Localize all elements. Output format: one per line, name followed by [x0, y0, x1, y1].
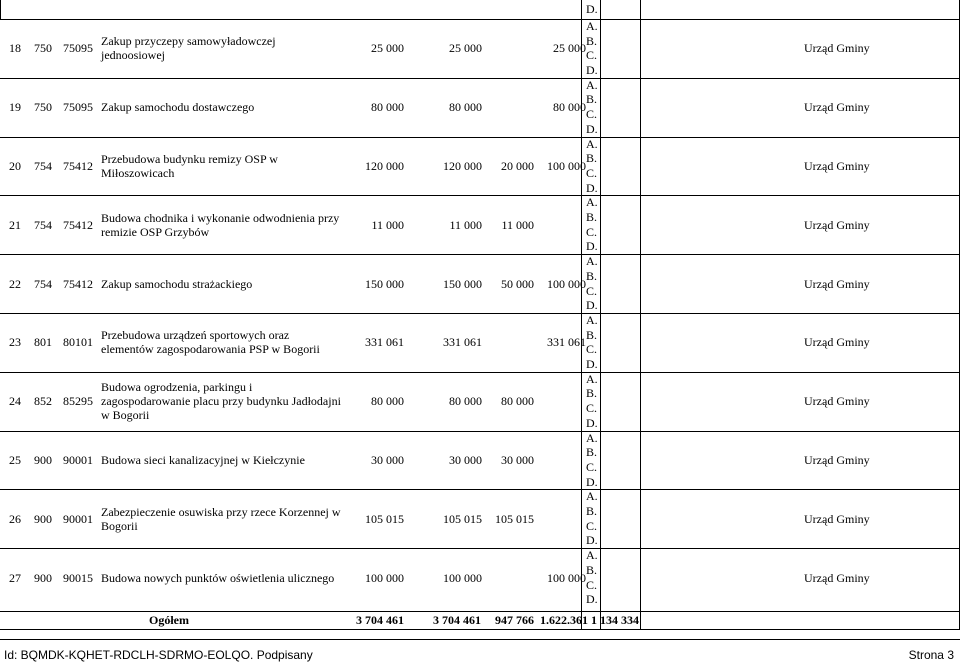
- row-divider: [0, 548, 960, 549]
- row-divider: [0, 431, 960, 432]
- funding-source-letter: A.: [586, 195, 598, 210]
- section-code: 750: [34, 100, 52, 115]
- amount-v4: 100 000: [547, 276, 586, 291]
- amount-v1: 120 000: [365, 158, 404, 173]
- funding-source-letter: B.: [586, 386, 598, 401]
- funding-source-letter: A.: [586, 313, 598, 327]
- funding-source-letter: D.: [586, 415, 598, 430]
- amount-v1: 80 000: [371, 394, 404, 409]
- funding-source-letter: C.: [586, 577, 598, 592]
- funding-source-letter: A.: [586, 371, 598, 386]
- amount-v2: 105 015: [443, 511, 482, 526]
- row-divider: [0, 19, 960, 20]
- row-number: 25: [9, 452, 21, 467]
- amount-v3: 30 000: [501, 452, 534, 467]
- row-number: 26: [9, 511, 21, 526]
- funding-source-letter: A.: [586, 548, 598, 563]
- page-number: Strona 3: [908, 648, 954, 662]
- funding-source-letter: C.: [586, 165, 598, 180]
- funding-source-letter: B.: [586, 33, 598, 48]
- page-footer: [0, 630, 960, 663]
- executing-unit: Urząd Gminy: [804, 511, 870, 526]
- chapter-code: 75095: [63, 41, 93, 56]
- amount-v1: 331 061: [365, 335, 404, 350]
- table-row: [0, 137, 960, 196]
- col-divider: [581, 0, 582, 630]
- task-name: Przebudowa urządzeń sportowych oraz elementów zagospodarowania PSP w Bogorii: [101, 328, 320, 357]
- total-v5: 1 134 334: [591, 613, 639, 627]
- task-name: Przebudowa budynku remizy OSP w Miłoszowicach: [101, 151, 278, 180]
- funding-source-letter: C.: [586, 401, 598, 416]
- amount-v2: 80 000: [449, 100, 482, 115]
- executing-unit: Urząd Gminy: [804, 452, 870, 467]
- amount-v2: 80 000: [449, 394, 482, 409]
- chapter-code: 85295: [63, 394, 93, 409]
- table-row: [0, 78, 960, 137]
- table-row: [0, 431, 960, 490]
- amount-v1: 11 000: [371, 217, 404, 232]
- row-number: 21: [9, 217, 21, 232]
- funding-source-letter: B.: [586, 151, 598, 166]
- funding-source-letter: A.: [586, 77, 598, 92]
- amount-v3: 50 000: [501, 276, 534, 291]
- amount-v1: 100 000: [365, 570, 404, 585]
- amount-v3: 80 000: [501, 394, 534, 409]
- task-name: Zakup samochodu strażackiego: [101, 276, 253, 291]
- executing-unit: Urząd Gminy: [804, 217, 870, 232]
- document-id: Id: BQMDK-KQHET-RDCLH-SDRMO-EOLQO. Podpisany: [4, 648, 313, 662]
- col-divider: [640, 0, 641, 630]
- table-row: [0, 195, 960, 254]
- chapter-code: 90001: [63, 511, 93, 526]
- amount-v1: 150 000: [365, 276, 404, 291]
- amount-v2: 30 000: [449, 452, 482, 467]
- section-code: 754: [34, 276, 52, 291]
- funding-source-letter: D.: [586, 357, 598, 372]
- chapter-code: 90001: [63, 452, 93, 467]
- executing-unit: Urząd Gminy: [804, 394, 870, 409]
- amount-v4: 331 061: [547, 335, 586, 350]
- table-border: [0, 0, 1, 19]
- task-name: Budowa sieci kanalizacyjnej w Kiełczynie: [101, 452, 305, 467]
- chapter-code: 75412: [63, 158, 93, 173]
- funding-source-letter: B.: [586, 327, 598, 342]
- row-divider: [0, 313, 960, 314]
- section-code: 900: [34, 570, 52, 585]
- table-row: [0, 548, 960, 607]
- table-row: [0, 254, 960, 313]
- funding-source-letter: A.: [586, 489, 598, 504]
- amount-v2: 11 000: [449, 217, 482, 232]
- funding-source-letter: C.: [586, 48, 598, 63]
- funding-source-letter: A.: [586, 430, 598, 445]
- funding-source-letter: D.: [586, 121, 598, 136]
- row-divider: [0, 372, 960, 373]
- amount-v1: 30 000: [371, 452, 404, 467]
- table-row: [0, 489, 960, 548]
- section-code: 900: [34, 452, 52, 467]
- row-number: 20: [9, 158, 21, 173]
- row-number: 24: [9, 394, 21, 409]
- chapter-code: 80101: [63, 335, 93, 350]
- amount-v2: 150 000: [443, 276, 482, 291]
- funding-source-letter: B.: [586, 445, 598, 460]
- chapter-code: 90015: [63, 570, 93, 585]
- funding-source-letter: B.: [586, 210, 598, 225]
- total-label: Ogółem: [149, 613, 189, 627]
- amount-v3: 105 015: [495, 511, 534, 526]
- executing-unit: Urząd Gminy: [804, 100, 870, 115]
- funding-source-letter: A.: [586, 19, 598, 33]
- footer-divider: [0, 639, 960, 640]
- chapter-code: 75095: [63, 100, 93, 115]
- col-divider: [600, 0, 601, 630]
- executing-unit: Urząd Gminy: [804, 41, 870, 56]
- executing-unit: Urząd Gminy: [804, 158, 870, 173]
- funding-source-letter: C.: [586, 224, 598, 239]
- row-number: 23: [9, 335, 21, 350]
- total-v3: 947 766: [495, 613, 534, 627]
- funding-source-letter: C.: [586, 459, 598, 474]
- amount-v4: 80 000: [553, 100, 586, 115]
- task-name: Zakup samochodu dostawczego: [101, 100, 255, 115]
- amount-v2: 331 061: [443, 335, 482, 350]
- amount-v2: 100 000: [443, 570, 482, 585]
- section-code: 750: [34, 41, 52, 56]
- funding-source-letter: D.: [586, 180, 598, 195]
- amount-v1: 80 000: [371, 100, 404, 115]
- row-divider: [0, 78, 960, 79]
- amount-v2: 120 000: [443, 158, 482, 173]
- row-number: 27: [9, 570, 21, 585]
- total-v4: 1.622.361: [540, 613, 588, 627]
- funding-source-letter: B.: [586, 268, 598, 283]
- task-name: Budowa nowych punktów oświetlenia ulicznego: [101, 570, 335, 585]
- section-code: 754: [34, 158, 52, 173]
- amount-v3: 20 000: [501, 158, 534, 173]
- total-v2: 3 704 461: [433, 613, 481, 627]
- executing-unit: Urząd Gminy: [804, 276, 870, 291]
- row-divider: [0, 137, 960, 138]
- amount-v2: 25 000: [449, 41, 482, 56]
- funding-source-letter: D.: [586, 474, 598, 489]
- section-code: 852: [34, 394, 52, 409]
- amount-v4: 100 000: [547, 570, 586, 585]
- executing-unit: Urząd Gminy: [804, 570, 870, 585]
- funding-source-letter: B.: [586, 504, 598, 519]
- amount-v1: 25 000: [371, 41, 404, 56]
- funding-source-letter: D.: [586, 239, 598, 254]
- row-divider: [0, 489, 960, 490]
- table-row: [0, 19, 960, 78]
- top-letter: D.: [586, 2, 598, 16]
- amount-v3: 11 000: [501, 217, 534, 232]
- executing-unit: Urząd Gminy: [804, 335, 870, 350]
- task-name: Budowa ogrodzenia, parkingu i zagospodarowanie placu przy budynku Jadłodajni w Bogorii: [101, 380, 341, 423]
- table-row: [0, 372, 960, 431]
- task-name: Zabezpieczenie osuwiska przy rzece Korzennej w Bogorii: [101, 504, 341, 533]
- chapter-code: 75412: [63, 276, 93, 291]
- funding-source-letter: B.: [586, 92, 598, 107]
- row-number: 18: [9, 41, 21, 56]
- task-name: Budowa chodnika i wykonanie odwodnienia przy remizie OSP Grzybów: [101, 210, 340, 239]
- section-code: 754: [34, 217, 52, 232]
- row-number: 22: [9, 276, 21, 291]
- funding-source-letter: A.: [586, 136, 598, 151]
- funding-source-letter: A.: [586, 254, 598, 269]
- table-row: [0, 313, 960, 372]
- row-divider: [0, 254, 960, 255]
- row-number: 19: [9, 100, 21, 115]
- amount-v4: 25 000: [553, 41, 586, 56]
- funding-source-letter: C.: [586, 283, 598, 298]
- total-row: [0, 611, 960, 629]
- funding-source-letter: D.: [586, 63, 598, 78]
- amount-v1: 105 015: [365, 511, 404, 526]
- funding-source-letter: D.: [586, 533, 598, 548]
- funding-source-letter: C.: [586, 342, 598, 357]
- funding-source-letter: C.: [586, 107, 598, 122]
- funding-source-letter: B.: [586, 562, 598, 577]
- total-v1: 3 704 461: [356, 613, 404, 627]
- section-code: 801: [34, 335, 52, 350]
- chapter-code: 75412: [63, 217, 93, 232]
- amount-v4: 100 000: [547, 158, 586, 173]
- funding-source-letter: C.: [586, 518, 598, 533]
- funding-source-letter: D.: [586, 592, 598, 607]
- funding-source-letter: D.: [586, 298, 598, 313]
- row-divider: [0, 195, 960, 196]
- section-code: 900: [34, 511, 52, 526]
- task-name: Zakup przyczepy samowyładowczej jednoosiowej: [101, 34, 276, 63]
